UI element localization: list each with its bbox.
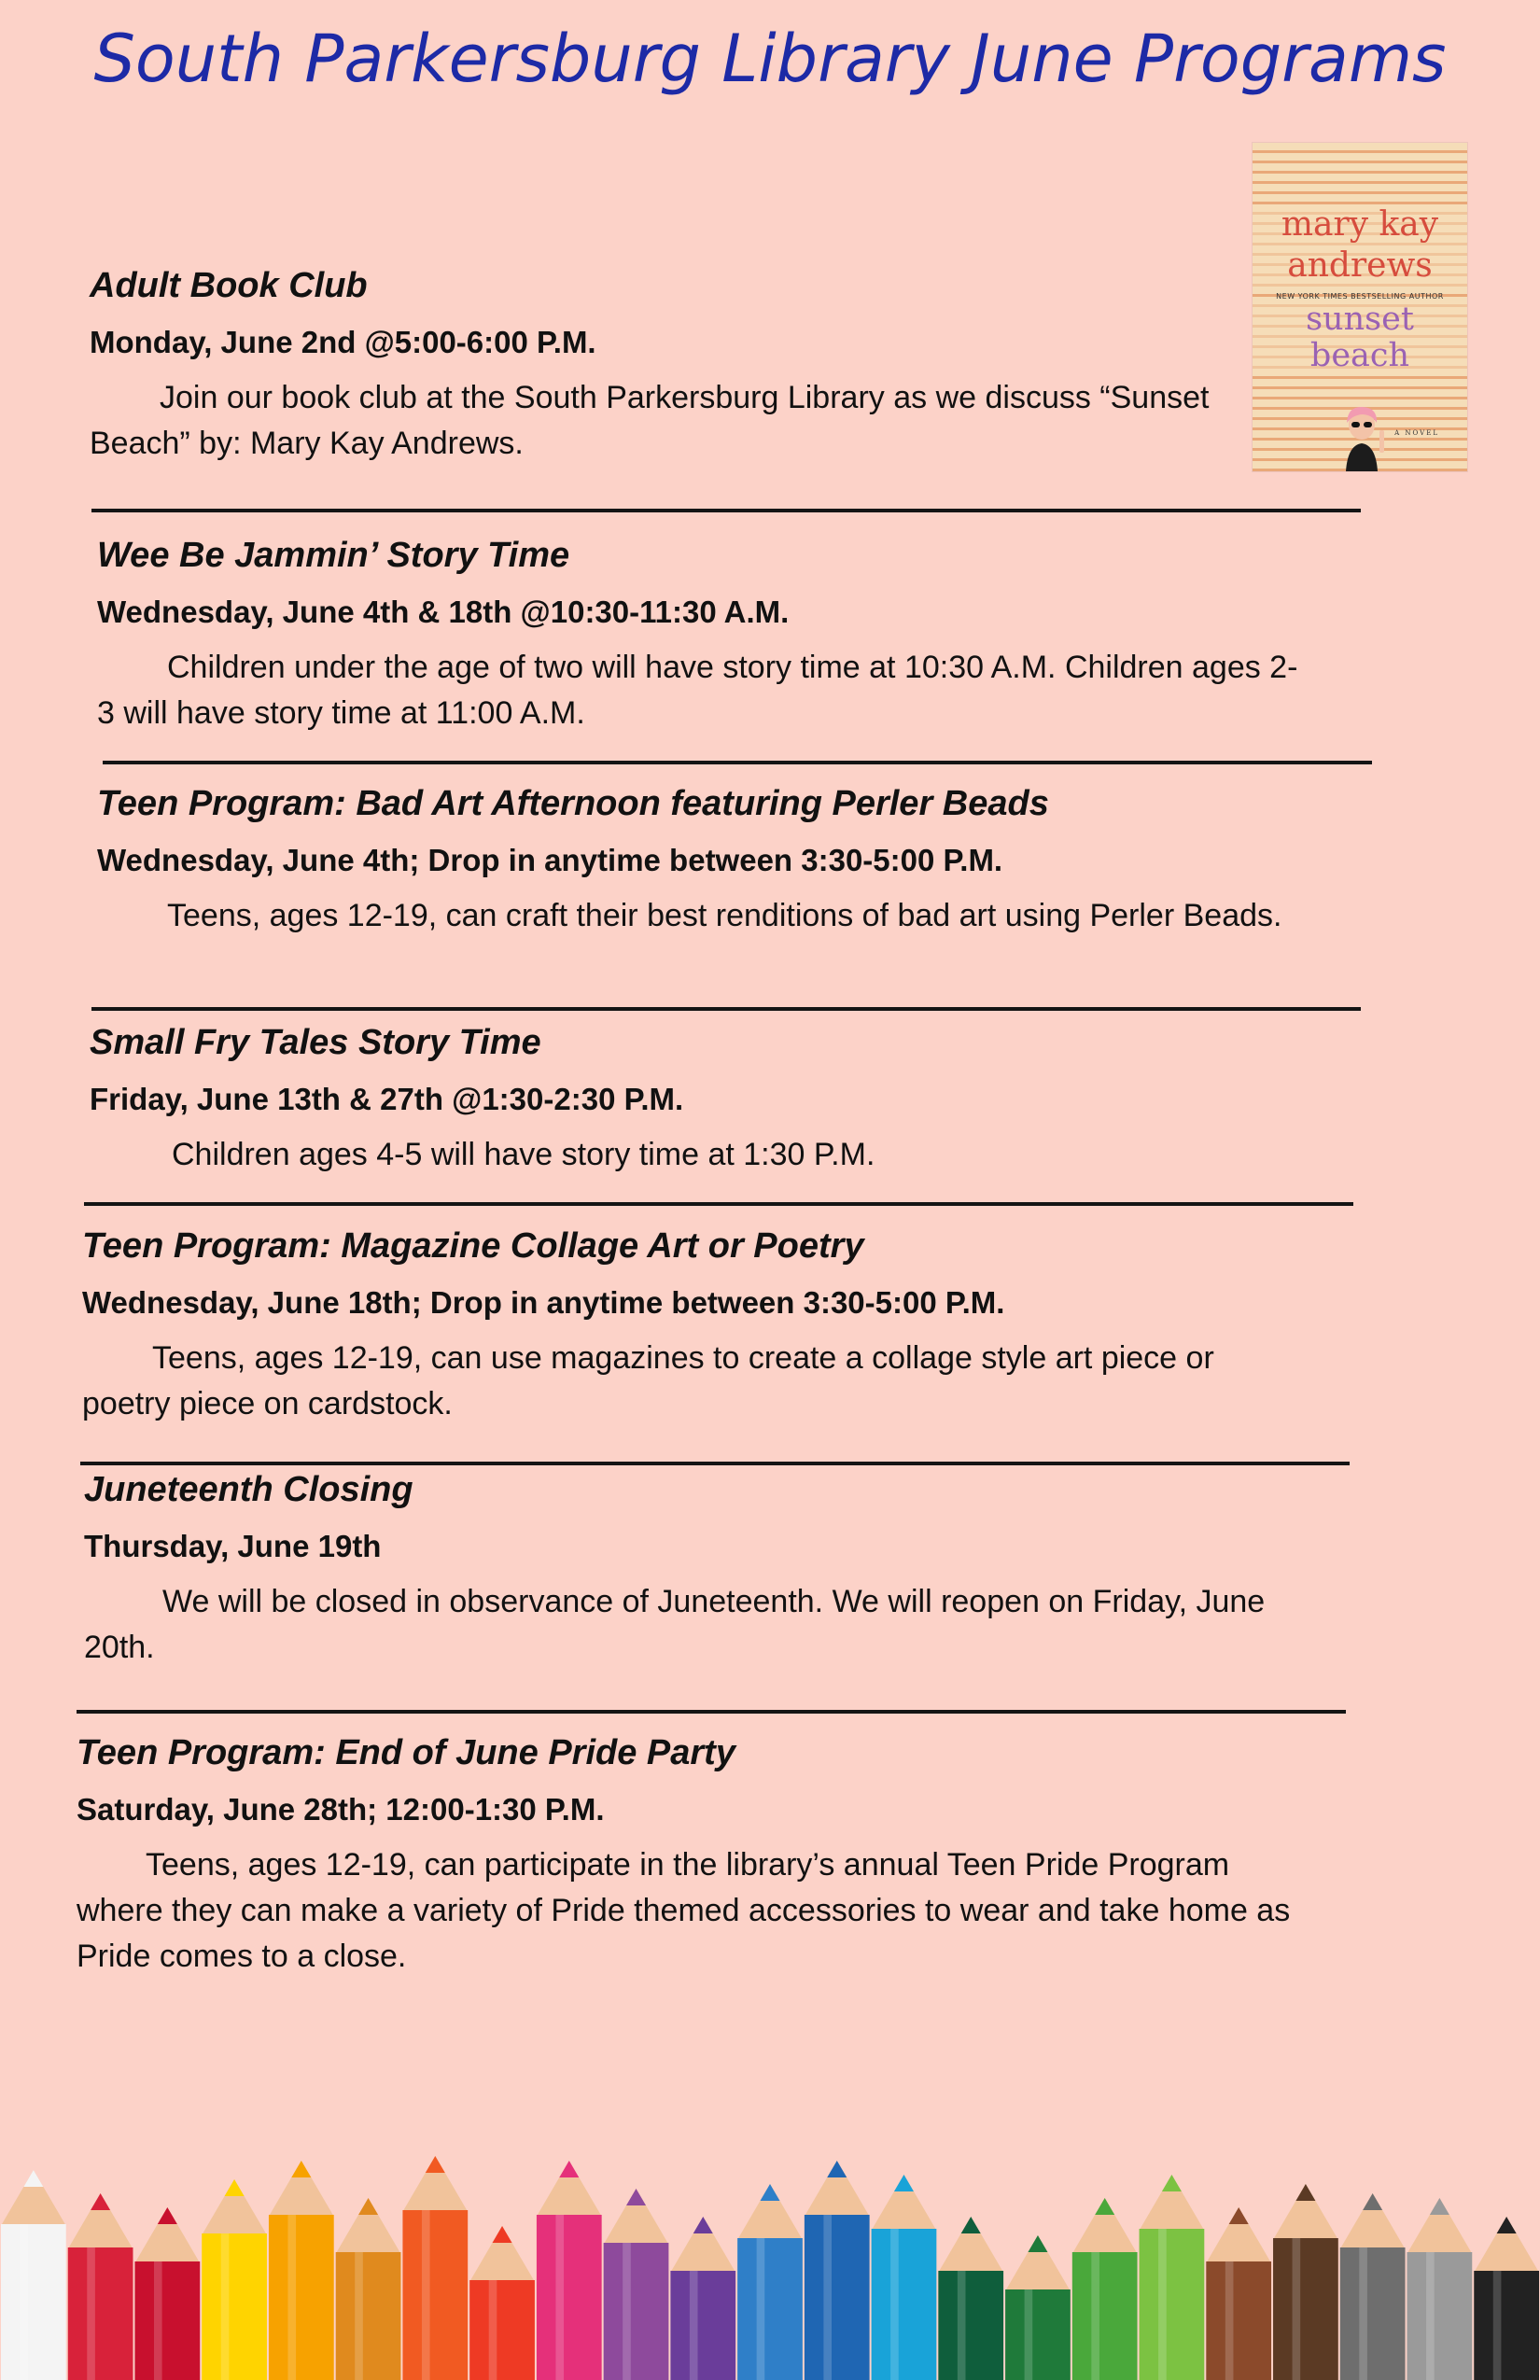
pencil-11 — [670, 2217, 735, 2380]
event-title: Wee Be Jammin’ Story Time — [97, 536, 570, 575]
pencil-22 — [1407, 2198, 1473, 2380]
book-cover-image — [1253, 143, 1467, 471]
pencil-5 — [269, 2161, 334, 2380]
event-description: Children under the age of two will have story time at 10:30 A.M. Children ages 2-3 will have story time at 11:00 A.M. — [97, 650, 1298, 731]
event-description: Teens, ages 12-19, can craft their best renditions of bad art using Perler Beads. — [167, 898, 1282, 933]
pencil-4 — [202, 2179, 267, 2380]
book-subtitle: A NOVEL — [1394, 429, 1439, 437]
event-description: Teens, ages 12-19, can participate in the library’s annual Teen Pride Program where they can make a variety of Pride themed accessories to wear and take home as Pride comes to a close. — [77, 1847, 1291, 1974]
page-title: South Parkersburg Library June Programs — [93, 21, 1447, 97]
pencil-15 — [938, 2217, 1003, 2380]
pencil-1 — [1, 2170, 66, 2380]
event-date: Wednesday, June 4th; Drop in anytime between 3:30-5:00 P.M. — [97, 843, 1003, 877]
pencil-9 — [537, 2161, 602, 2380]
event-date: Wednesday, June 18th; Drop in anytime between 3:30-5:00 P.M. — [82, 1285, 1005, 1320]
pencil-19 — [1206, 2207, 1271, 2380]
pencil-8 — [469, 2226, 535, 2380]
divider — [91, 509, 1361, 512]
event-small-fry-tales — [90, 1023, 1303, 1178]
event-date: Monday, June 2nd @5:00-6:00 P.M. — [90, 325, 596, 359]
event-title: Teen Program: End of June Pride Party — [77, 1733, 735, 1772]
event-magazine-collage — [82, 1226, 1295, 1427]
divider — [91, 1007, 1361, 1011]
event-pride-party — [77, 1733, 1299, 1980]
divider — [103, 761, 1372, 764]
pencil-16 — [1005, 2235, 1071, 2380]
book-author: mary kay andrews — [1253, 204, 1467, 287]
pencil-6 — [336, 2198, 401, 2380]
pencil-21 — [1340, 2193, 1406, 2380]
event-title: Teen Program: Magazine Collage Art or Poetry — [82, 1226, 864, 1266]
pencil-10 — [604, 2189, 669, 2380]
book-tagline: NEW YORK TIMES BESTSELLING AUTHOR — [1276, 292, 1444, 301]
event-date: Thursday, June 19th — [84, 1529, 382, 1563]
book-title: sunset beach — [1253, 301, 1467, 374]
event-bad-art-afternoon — [97, 784, 1310, 939]
event-date: Saturday, June 28th; 12:00-1:30 P.M. — [77, 1792, 605, 1827]
event-date: Friday, June 13th & 27th @1:30-2:30 P.M. — [90, 1082, 684, 1116]
pencil-14 — [872, 2175, 937, 2380]
colored-pencils-decoration — [0, 2105, 1540, 2380]
event-title: Teen Program: Bad Art Afternoon featuring Perler Beads — [97, 784, 1049, 823]
divider — [84, 1202, 1353, 1206]
event-title: Small Fry Tales Story Time — [90, 1023, 541, 1062]
divider — [77, 1710, 1346, 1714]
pencil-17 — [1072, 2198, 1138, 2380]
event-description: We will be closed in observance of Juneteenth. We will reopen on Friday, June 20th. — [84, 1584, 1266, 1665]
woman-figure-icon — [1329, 397, 1394, 471]
event-description: Children ages 4-5 will have story time at 1:30 P.M. — [172, 1137, 875, 1172]
event-date: Wednesday, June 4th & 18th @10:30-11:30 A.M. — [97, 595, 790, 629]
event-title: Adult Book Club — [90, 266, 368, 305]
event-description: Teens, ages 12-19, can use magazines to create a collage style art piece or poetry piece on cardstock. — [82, 1340, 1214, 1421]
event-wee-be-jammin — [97, 536, 1310, 736]
pencil-7 — [402, 2156, 468, 2380]
event-juneteenth-closing — [84, 1470, 1316, 1671]
pencil-20 — [1273, 2184, 1338, 2380]
event-adult-book-club — [90, 266, 1238, 467]
divider — [80, 1462, 1350, 1465]
event-title: Juneteenth Closing — [84, 1470, 413, 1509]
pencil-18 — [1140, 2175, 1205, 2380]
pencil-2 — [68, 2193, 133, 2380]
pencil-13 — [805, 2161, 870, 2380]
pencil-12 — [737, 2184, 803, 2380]
pencil-3 — [134, 2207, 200, 2380]
event-description: Join our book club at the South Parkersburg Library as we discuss “Sunset Beach” by: Mary Kay Andrews. — [90, 380, 1210, 461]
pencil-23 — [1474, 2217, 1539, 2380]
